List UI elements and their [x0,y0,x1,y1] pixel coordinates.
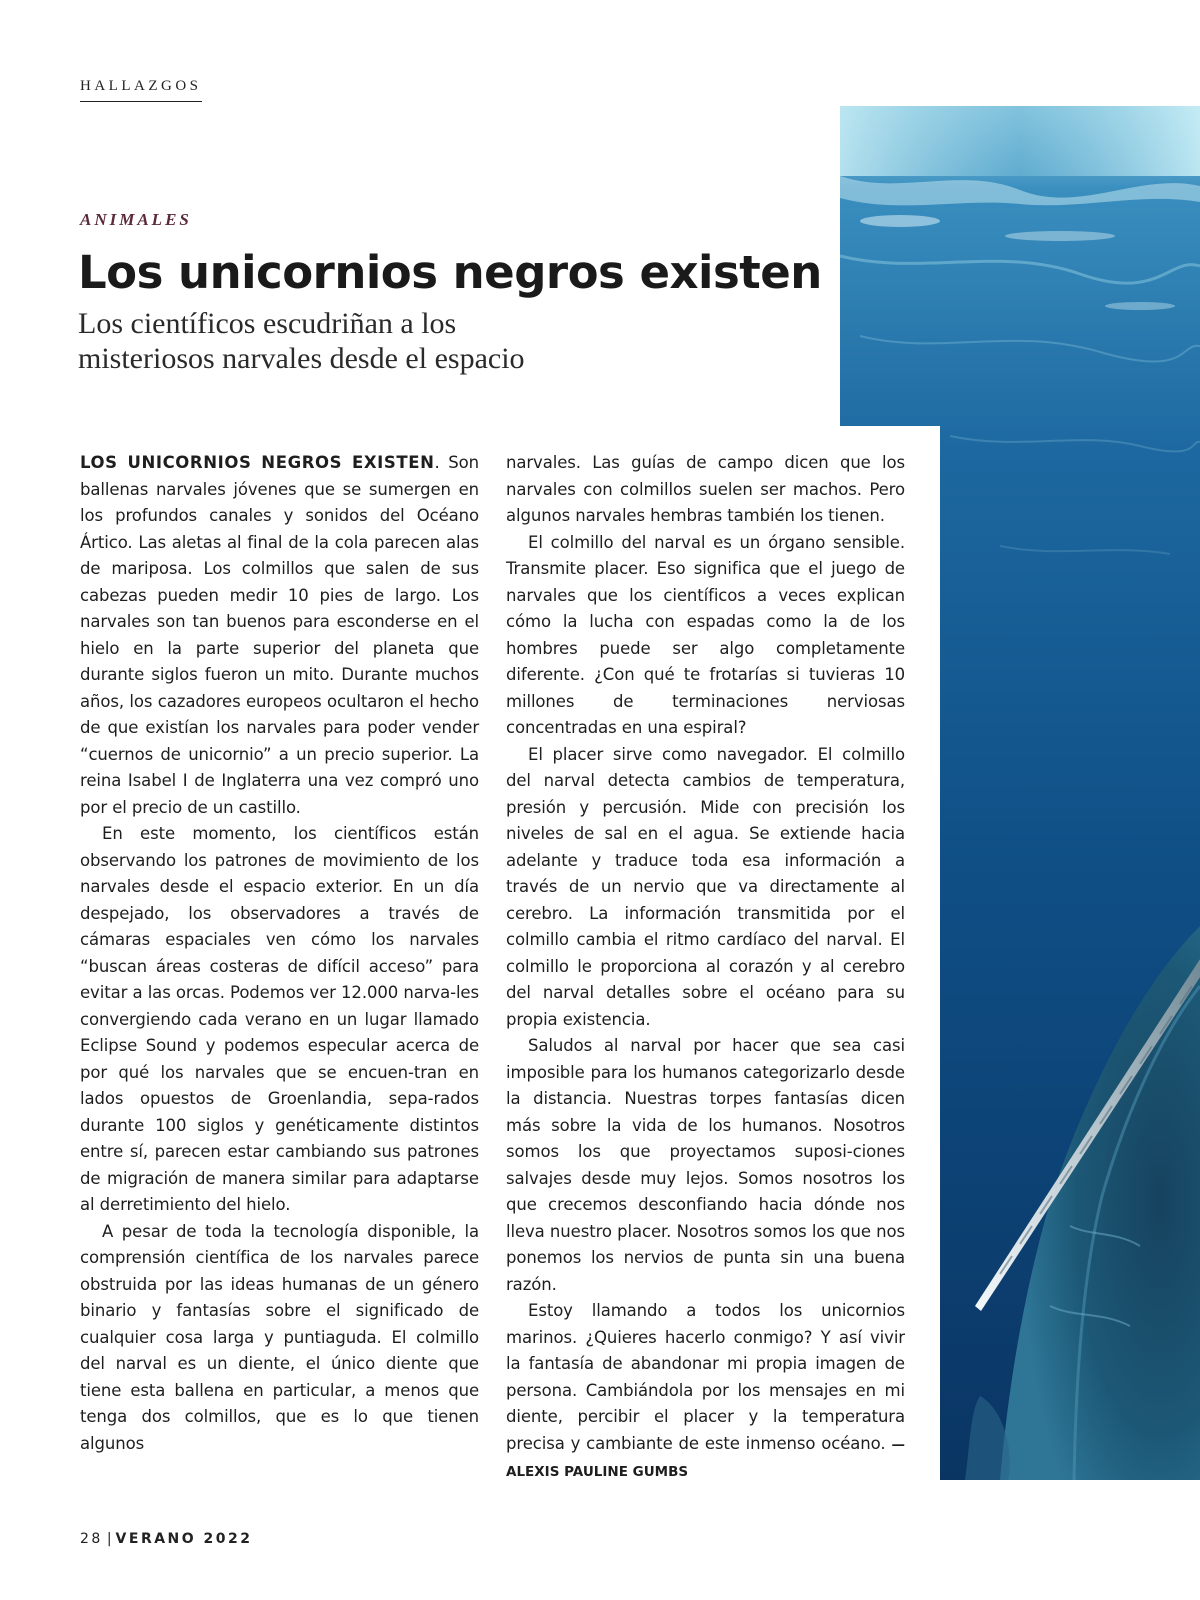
author-byline: —ALEXIS PAULINE GUMBS [506,1436,905,1480]
paragraph: El placer sirve como navegador. El colmillo del narval detecta cambios de temperatura, presión y percusión. Mide con precisión los niveles de sal en el agua. Se extiende hacia adelante y traduce toda esa información a través de un nervio que va directamente al cerebro. La información transmitida por el colmillo cambia el ritmo cardíaco del narval. El colmillo le proporciona al corazón y al cerebro del narval detalles sobre el océano para su propia existencia. [506,744,905,1029]
page-number: 28 [80,1531,103,1547]
paragraph: Saludos al narval por hacer que sea casi imposible para los humanos categorizarlo desde la distancia. Nuestras torpes fantasías dicen más sobre la vida de los humanos. Nosotros somos los que proyectamos suposi-ciones salvajes desde muy lejos. Somos nosotros los que crecemos desconfiando hacia dónde nos lleva nuestro placer. Nosotros somos los que nos ponemos los nervios de punta sin una buena razón. [506,1036,905,1294]
page-footer [80,1531,253,1547]
subheadline-line-1: Los científicos escudriñan a los [78,307,457,340]
issue-label: VERANO 2022 [115,1531,253,1547]
headline: Los unicornios negros existen [78,246,822,299]
subheadline-line-2: misteriosos narvales desde el espacio [78,342,525,375]
lead-in: LOS UNICORNIOS NEGROS EXISTEN [80,453,435,472]
article-column-right [506,450,905,1486]
section-label: HALLAZGOS [80,78,202,102]
paragraph: En este momento, los científicos están observando los patrones de movimiento de los narvales desde el espacio exterior. En un día despejado, los observadores a través de cámaras espaciales ven cómo los narvales “buscan áreas costeras de difícil acceso” para evitar a las orcas. Podemos ver 12.000 narva-les convergiendo cada verano en un lugar llamado Eclipse Sound y podemos especular acerca de por qué los narvales que se encuen-tran en lados opuestos de Groenlandia, sepa-rados durante 100 siglos y genéticamente distintos entre sí, parecen estar cambiando sus patrones de migración de manera similar para adaptarse al derretimiento del hielo. [80,824,479,1214]
paragraph-text: Estoy llamando a todos los unicornios marinos. ¿Quieres hacerlo conmigo? Y así vivir la fantasía de abandonar mi propia imagen de persona. Cambiándola por los mensajes en mi diente, percibir el placer y la temperatura precisa y cambiante de este inmenso océano. [506,1301,905,1453]
footer-separator: | [106,1531,112,1547]
paragraph: A pesar de toda la tecnología disponible, la comprensión científica de los narvales parece obstruida por las ideas humanas de un género binario y fantasías sobre el significado de cualquier cosa larga y puntiaguda. El colmillo del narval es un diente, el único diente que tiene esta ballena en particular, a menos que tenga dos colmillos, que es lo que tienen algunos [80,1221,479,1453]
paragraph [80,450,479,821]
kicker: ANIMALES [80,210,192,229]
article-column-left [80,450,479,1457]
paragraph [506,1298,905,1486]
paragraph-text: . Son ballenas narvales jóvenes que se sumergen en los profundos canales y sonidos del Océano Ártico. Las aletas al final de la cola parecen alas de mariposa. Los colmillos que salen de sus cabezas pueden medir 10 pies de largo. Los narvales son tan buenos para esconderse en el hielo en la parte superior del planeta que durante siglos fueron un mito. Durante muchos años, los cazadores europeos ocultaron el hecho de que existían los narvales para poder vender “cuernos de unicornio” a un precio superior. La reina Isabel I de Inglaterra una vez compró uno por el precio de un castillo. [80,453,479,817]
subheadline [78,306,698,376]
paragraph: El colmillo del narval es un órgano sensible. Transmite placer. Eso significa que el juego de narvales que los científicos a veces explican cómo la lucha con espadas como la de los hombres puede ser algo completamente diferente. ¿Con qué te frotarías si tuvieras 10 millones de terminaciones nerviosas concentradas en una espiral? [506,532,905,737]
paragraph: narvales. Las guías de campo dicen que los narvales con colmillos suelen ser machos. Pero algunos narvales hembras también los tienen. [506,453,905,525]
